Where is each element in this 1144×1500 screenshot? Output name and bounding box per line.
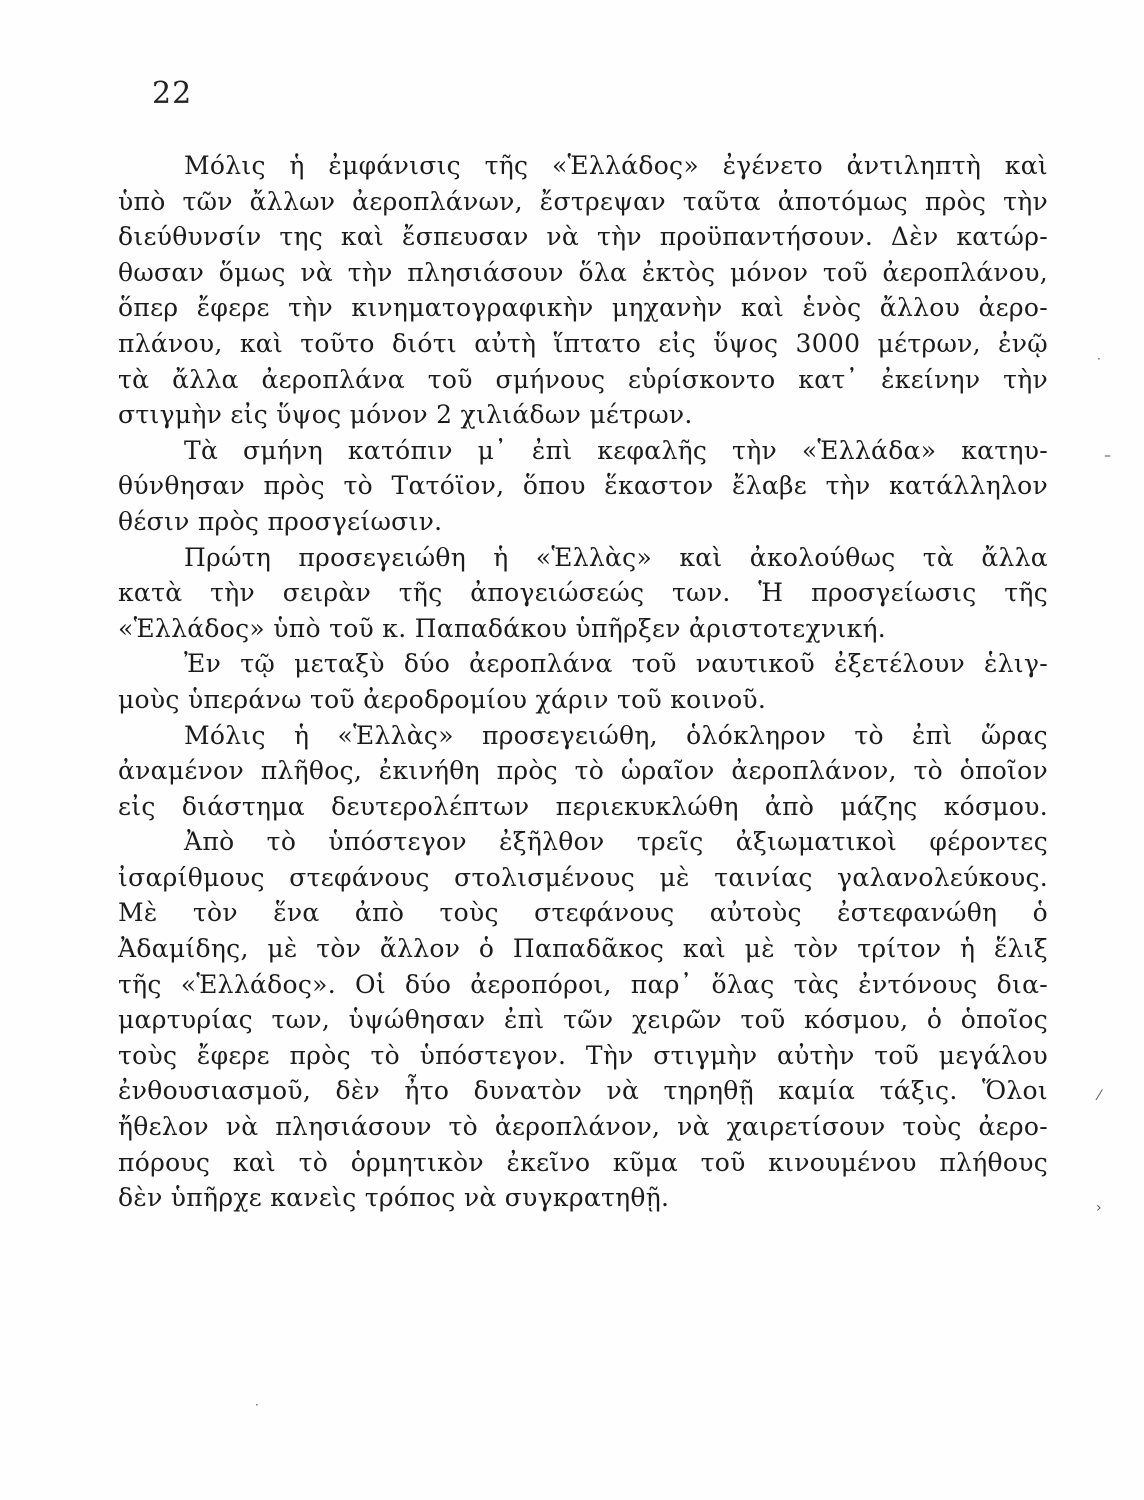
text-line: ἐνθουσιασμοῦ, δὲν ἦτο δυνατὸν νὰ τηρηθῇ καμία τάξις. Ὅλοι — [118, 1076, 1048, 1106]
text-line: ἰσαρίθμους στεφάνους στολισμένους μὲ ταινίας γαλανολεύκους. — [118, 862, 1048, 892]
text-line: Ἐν τῷ μεταξὺ δύο ἀεροπλάνα τοῦ ναυτικοῦ ἐξετέλουν ἑλιγ- — [184, 649, 1048, 679]
margin-mark: – — [1104, 448, 1111, 464]
page-number: 22 — [152, 76, 193, 111]
margin-mark: ⁄ — [1098, 1088, 1101, 1104]
text-line: στιγμὴν εἰς ὕψος μόνον 2 χιλιάδων μέτρων. — [118, 400, 693, 430]
text-line: Μόλις ἡ «Ἑλλὰς» προσεγειώθη, ὁλόκληρον τὸ ἐπὶ ὥρας — [184, 720, 1048, 750]
text-line: μοὺς ὑπεράνω τοῦ ἀεροδρομίου χάριν τοῦ κοινοῦ. — [118, 684, 767, 714]
text-line: Ἀδαμίδης, μὲ τὸν ἄλλον ὁ Παπαδᾶκος καὶ μὲ τὸν τρίτον ἡ ἕλιξ — [118, 934, 1048, 964]
margin-mark: › — [1096, 1200, 1102, 1216]
text-line: μαρτυρίας των, ὑψώθησαν ἐπὶ τῶν χειρῶν τοῦ κόσμου, ὁ ὁποῖος — [118, 1005, 1048, 1035]
text-line: τῆς «Ἑλλάδος». Οἱ δύο ἀεροπόροι, παρ᾽ ὅλας τὰς ἐντόνους δια- — [118, 969, 1048, 999]
text-line: θωσαν ὅμως νὰ τὴν πλησιάσουν ὅλα ἐκτὸς μόνον τοῦ ἀεροπλάνου, — [118, 257, 1048, 287]
body-text — [118, 148, 1048, 1216]
text-line: Μὲ τὸν ἕνα ἀπὸ τοὺς στεφάνους αὐτοὺς ἐστεφανώθη ὁ — [118, 898, 1048, 928]
text-line: Ἀπὸ τὸ ὑπόστεγον ἐξῆλθον τρεῖς ἀξιωματικοὶ φέροντες — [184, 827, 1048, 857]
text-line: πλάνου, καὶ τοῦτο διότι αὐτὴ ἵπτατο εἰς ὕψος 3000 μέτρων, ἐνῷ — [118, 328, 1048, 358]
text-line: Τὰ σμήνη κατόπιν μ᾽ ἐπὶ κεφαλῆς τὴν «Ἑλλάδα» κατηυ- — [184, 435, 1048, 465]
text-line: Πρώτη προσεγειώθη ἡ «Ἑλλὰς» καὶ ἀκολούθως τὰ ἄλλα — [184, 542, 1048, 572]
text-line: τοὺς ἔφερε πρὸς τὸ ὑπόστεγον. Τὴν στιγμὴν αὐτὴν τοῦ μεγάλου — [118, 1040, 1048, 1070]
text-line: εἰς διάστημα δευτερολέπτων περιεκυκλώθη ἀπὸ μάζης κόσμου. — [118, 791, 1048, 821]
text-line: τὰ ἄλλα ἀεροπλάνα τοῦ σμήνους εὑρίσκοντο κατ᾽ ἐκείνην τὴν — [118, 364, 1048, 394]
text-line: «Ἑλλάδος» ὑπὸ τοῦ κ. Παπαδάκου ὑπῆρξεν ἀριστοτεχνική. — [118, 613, 887, 643]
text-line: κατὰ τὴν σειρὰν τῆς ἀπογειώσεώς των. Ἡ προσγείωσις τῆς — [118, 578, 1048, 608]
margin-mark: · — [255, 1398, 259, 1412]
text-line: πόρους καὶ τὸ ὁρμητικὸν ἐκεῖνο κῦμα τοῦ κινουμένου πλήθους — [118, 1147, 1048, 1177]
text-line: θύνθησαν πρὸς τὸ Τατόϊον, ὅπου ἕκαστον ἔλαβε τὴν κατάλληλον — [118, 471, 1048, 501]
margin-mark: · — [1097, 352, 1101, 366]
text-line: δὲν ὑπῆρχε κανεὶς τρόπος νὰ συγκρατηθῇ. — [118, 1183, 670, 1213]
text-line: ὑπὸ τῶν ἄλλων ἀεροπλάνων, ἔστρεψαν ταῦτα ἀποτόμως πρὸς τὴν — [118, 186, 1048, 216]
text-line: ἤθελον νὰ πλησιάσουν τὸ ἀεροπλάνον, νὰ χαιρετίσουν τοὺς ἀερο- — [118, 1112, 1048, 1142]
text-line: Μόλις ἡ ἐμφάνισις τῆς «Ἑλλάδος» ἐγένετο ἀντιληπτὴ καὶ — [184, 151, 1048, 180]
text-line: θέσιν πρὸς προσγείωσιν. — [118, 506, 443, 536]
text-line: ὅπερ ἔφερε τὴν κινηματογραφικὴν μηχανὴν καὶ ἑνὸς ἄλλου ἀερο- — [118, 293, 1048, 323]
text-line: ἀναμένον πλῆθος, ἐκινήθη πρὸς τὸ ὡραῖον ἀεροπλάνον, τὸ ὁποῖον — [118, 756, 1048, 786]
text-line: διεύθυνσίν της καὶ ἔσπευσαν νὰ τὴν προϋπαντήσουν. Δὲν κατώρ- — [118, 222, 1048, 252]
